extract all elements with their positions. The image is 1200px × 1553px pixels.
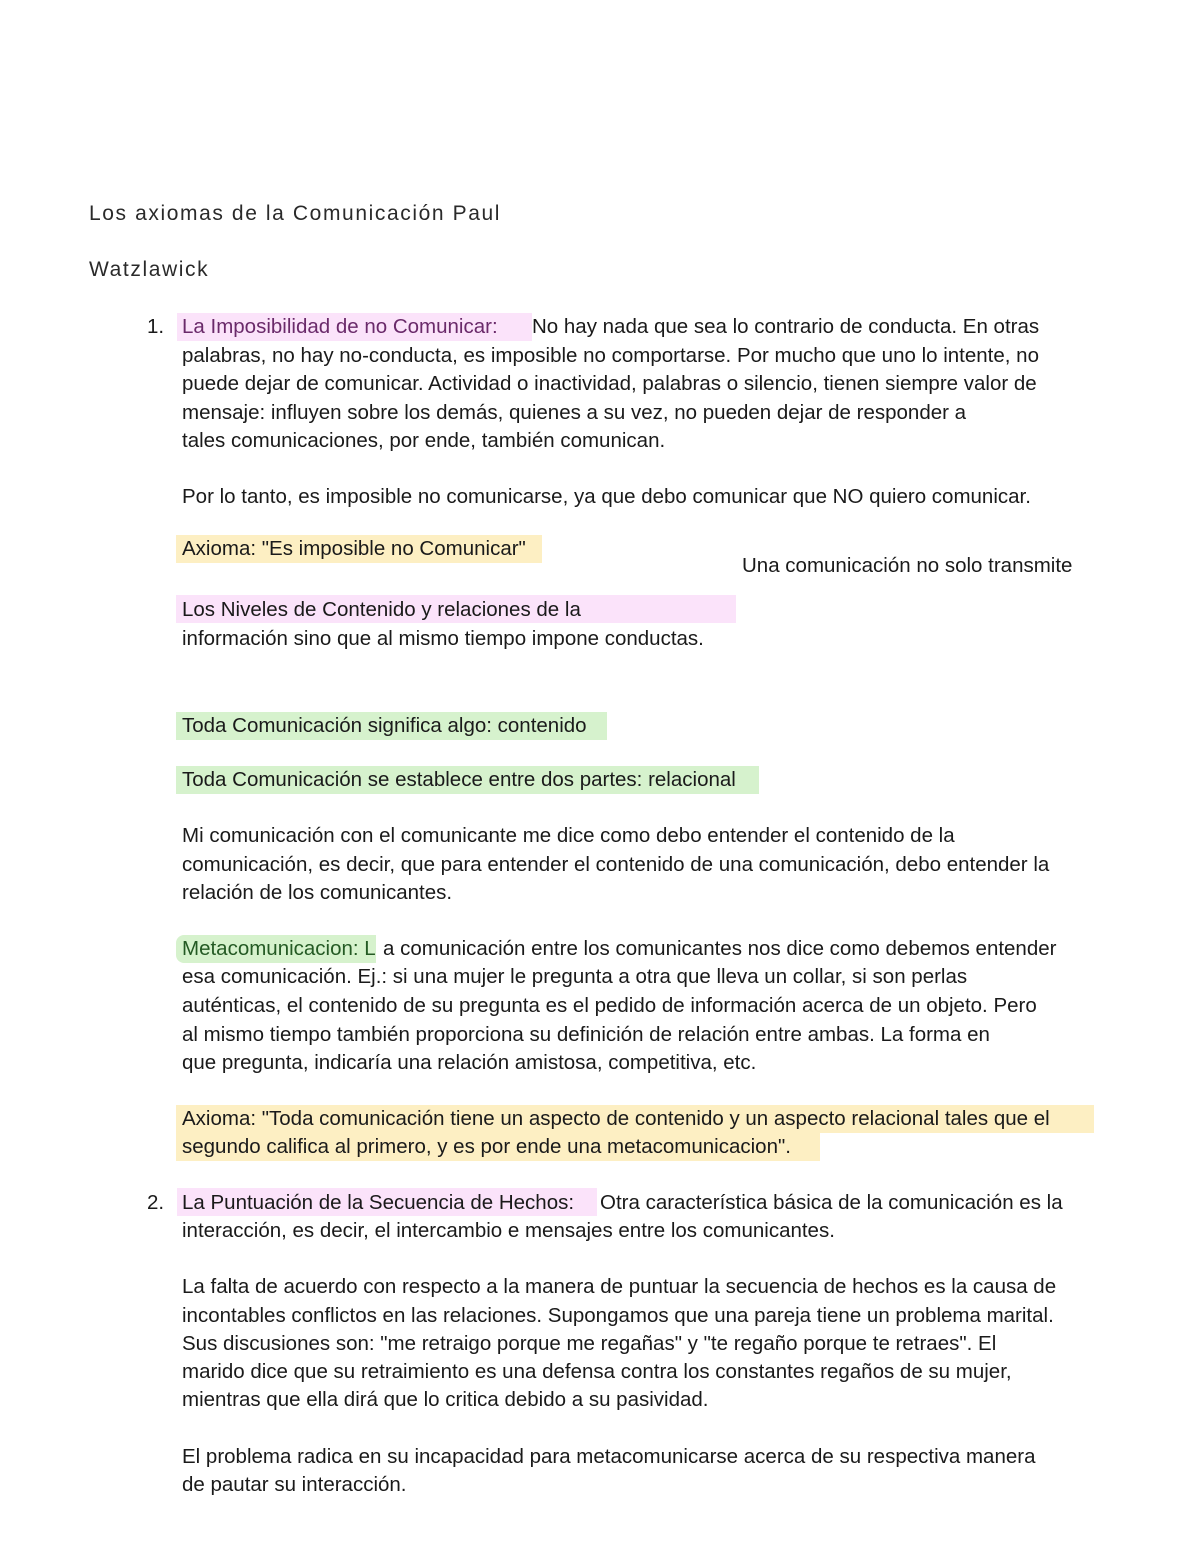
levels-paragraph-line-2: comunicación, es decir, que para entender el contenido de una comunicación, debo entender la — [182, 853, 1050, 876]
document-title-line-2: Watzlawick — [89, 258, 210, 281]
levels-side-text: Una comunicación no solo transmite — [742, 554, 1073, 577]
item-1-axiom: Axioma: "Es imposible no Comunicar" — [182, 537, 526, 560]
list-number-1: 1. — [147, 315, 165, 338]
item-2-closing-line-2: de pautar su interacción. — [182, 1473, 407, 1496]
item-2-line-1: Otra característica básica de la comunicación es la — [600, 1191, 1063, 1214]
item-1-line-2: palabras, no hay no-conducta, es imposible no comportarse. Por mucho que uno lo intente, no — [182, 344, 1039, 367]
item-2-closing-line-1: El problema radica en su incapacidad para metacomunicarse acerca de su respectiva manera — [182, 1445, 1036, 1468]
meta-line-3: auténticas, el contenido de su pregunta es el pedido de información acerca de un objeto. Pero — [182, 994, 1037, 1017]
item-2-line-2: interacción, es decir, el intercambio e mensajes entre los comunicantes. — [182, 1219, 835, 1242]
item-1-line-5: tales comunicaciones, por ende, también comunican. — [182, 429, 666, 452]
levels-heading: Los Niveles de Contenido y relaciones de la — [182, 598, 581, 621]
item-1-conclusion: Por lo tanto, es imposible no comunicarse, ya que debo comunicar que NO quiero comunicar. — [182, 485, 1031, 508]
item-1-line-3: puede dejar de comunicar. Actividad o inactividad, palabras o silencio, tienen siempre valor de — [182, 372, 1037, 395]
meta-heading: Metacomunicacion: L — [182, 937, 376, 960]
item-2-paragraph-line-2: incontables conflictos en las relaciones. Supongamos que una pareja tiene un problema marital. — [182, 1304, 1054, 1327]
axiom-2-line-1: Axioma: "Toda comunicación tiene un aspecto de contenido y un aspecto relacional tales que el — [182, 1107, 1050, 1130]
meta-line-2: esa comunicación. Ej.: si una mujer le pregunta a otra que lleva un collar, si son perlas — [182, 965, 968, 988]
item-2-paragraph-line-4: marido dice que su retraimiento es una defensa contra los constantes regaños de su mujer, — [182, 1360, 1012, 1383]
levels-continuation: información sino que al mismo tiempo impone conductas. — [182, 627, 704, 650]
meta-line-1: a comunicación entre los comunicantes nos dice como debemos entender — [383, 937, 1057, 960]
levels-paragraph-line-3: relación de los comunicantes. — [182, 881, 453, 904]
levels-content-line: Toda Comunicación significa algo: contenido — [182, 714, 587, 737]
list-number-2: 2. — [147, 1191, 165, 1214]
item-2-paragraph-line-5: mientras que ella dirá que lo critica debido a su pasividad. — [182, 1388, 709, 1411]
levels-paragraph-line-1: Mi comunicación con el comunicante me dice como debo entender el contenido de la — [182, 824, 955, 847]
axiom-2-line-2: segundo califica al primero, y es por ende una metacomunicacion". — [182, 1135, 791, 1158]
meta-line-5: que pregunta, indicaría una relación amistosa, competitiva, etc. — [182, 1051, 757, 1074]
item-1-line-1: No hay nada que sea lo contrario de conducta. En otras — [532, 315, 1040, 338]
item-1-line-4: mensaje: influyen sobre los demás, quienes a su vez, no pueden dejar de responder a — [182, 401, 967, 424]
document-title-line-1: Los axiomas de la Comunicación Paul — [89, 202, 502, 225]
item-1-heading: La Imposibilidad de no Comunicar: — [182, 315, 498, 338]
meta-line-4: al mismo tiempo también proporciona su definición de relación entre ambas. La forma en — [182, 1023, 990, 1046]
item-2-paragraph-line-1: La falta de acuerdo con respecto a la manera de puntuar la secuencia de hechos es la causa de — [182, 1275, 1057, 1298]
levels-relational-line: Toda Comunicación se establece entre dos partes: relacional — [182, 768, 736, 791]
item-2-paragraph-line-3: Sus discusiones son: "me retraigo porque me regañas" y "te regaño porque te retraes". El — [182, 1332, 997, 1355]
item-2-heading: La Puntuación de la Secuencia de Hechos: — [182, 1191, 575, 1214]
